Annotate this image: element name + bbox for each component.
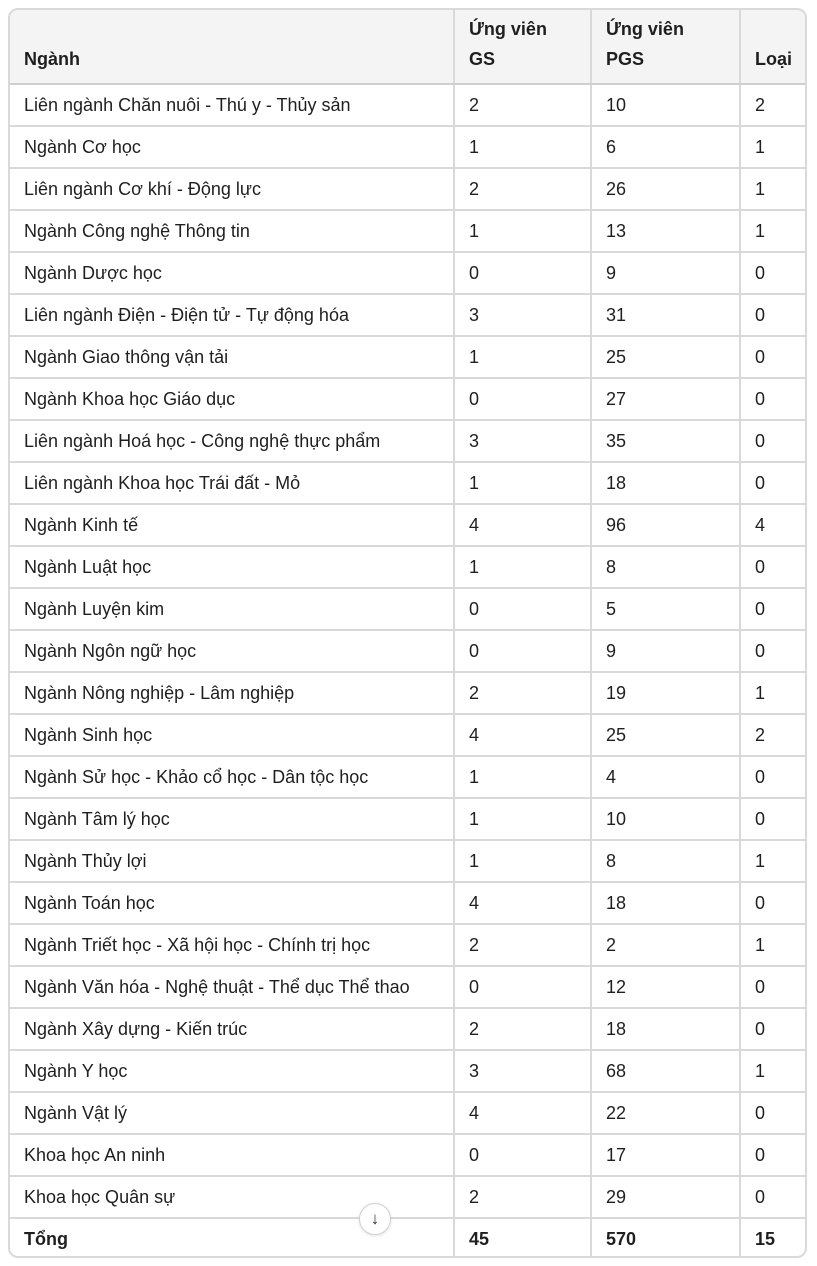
row-pgs: 35 bbox=[591, 420, 740, 462]
total-label: Tổng bbox=[10, 1218, 454, 1258]
table-row bbox=[10, 714, 805, 756]
row-nganh: Liên ngành Cơ khí - Động lực bbox=[10, 168, 454, 210]
row-gs: 2 bbox=[454, 672, 591, 714]
row-nganh: Ngành Luật học bbox=[10, 546, 454, 588]
row-gs: 4 bbox=[454, 504, 591, 546]
row-pgs: 68 bbox=[591, 1050, 740, 1092]
row-nganh: Ngành Văn hóa - Nghệ thuật - Thể dục Thể thao bbox=[10, 966, 454, 1008]
row-nganh: Ngành Vật lý bbox=[10, 1092, 454, 1134]
table-header-row bbox=[10, 10, 805, 84]
row-gs: 3 bbox=[454, 1050, 591, 1092]
table-row bbox=[10, 462, 805, 504]
header-nganh: Ngành bbox=[10, 10, 454, 84]
header-ung-vien-gs: Ứng viên GS bbox=[454, 10, 591, 84]
row-loai: 0 bbox=[740, 378, 805, 420]
row-nganh: Ngành Toán học bbox=[10, 882, 454, 924]
row-loai: 2 bbox=[740, 714, 805, 756]
row-loai: 0 bbox=[740, 1176, 805, 1218]
header-loai: Loại bbox=[740, 10, 805, 84]
row-nganh: Ngành Khoa học Giáo dục bbox=[10, 378, 454, 420]
row-gs: 1 bbox=[454, 210, 591, 252]
table-row bbox=[10, 924, 805, 966]
row-pgs: 25 bbox=[591, 336, 740, 378]
row-gs: 4 bbox=[454, 714, 591, 756]
row-pgs: 13 bbox=[591, 210, 740, 252]
table-row bbox=[10, 1092, 805, 1134]
row-loai: 0 bbox=[740, 420, 805, 462]
row-nganh: Ngành Sử học - Khảo cổ học - Dân tộc học bbox=[10, 756, 454, 798]
row-nganh: Ngành Dược học bbox=[10, 252, 454, 294]
total-loai: 15 bbox=[755, 1229, 776, 1249]
row-pgs: 12 bbox=[591, 966, 740, 1008]
row-nganh: Liên ngành Khoa học Trái đất - Mỏ bbox=[10, 462, 454, 504]
total-pgs: 570 bbox=[591, 1218, 740, 1258]
row-gs: 0 bbox=[454, 378, 591, 420]
row-pgs: 8 bbox=[591, 840, 740, 882]
row-gs: 0 bbox=[454, 252, 591, 294]
row-nganh: Ngành Xây dựng - Kiến trúc bbox=[10, 1008, 454, 1050]
row-gs: 3 bbox=[454, 294, 591, 336]
row-nganh: Ngành Ngôn ngữ học bbox=[10, 630, 454, 672]
row-pgs: 17 bbox=[591, 1134, 740, 1176]
row-pgs: 10 bbox=[591, 798, 740, 840]
row-gs: 4 bbox=[454, 1092, 591, 1134]
row-loai: 4 bbox=[740, 504, 805, 546]
row-pgs: 9 bbox=[591, 630, 740, 672]
row-loai: 1 bbox=[740, 126, 805, 168]
table-row bbox=[10, 420, 805, 462]
table-row bbox=[10, 252, 805, 294]
row-gs: 3 bbox=[454, 420, 591, 462]
row-pgs: 25 bbox=[591, 714, 740, 756]
table-row bbox=[10, 378, 805, 420]
row-gs: 0 bbox=[454, 588, 591, 630]
row-loai: 0 bbox=[740, 1134, 805, 1176]
table-row bbox=[10, 672, 805, 714]
table-row-total bbox=[10, 1218, 805, 1258]
table-row bbox=[10, 1008, 805, 1050]
row-nganh: Ngành Cơ học bbox=[10, 126, 454, 168]
row-gs: 1 bbox=[454, 756, 591, 798]
row-pgs: 31 bbox=[591, 294, 740, 336]
scroll-down-button[interactable] bbox=[359, 1203, 391, 1235]
row-nganh: Ngành Luyện kim bbox=[10, 588, 454, 630]
row-gs: 1 bbox=[454, 840, 591, 882]
row-pgs: 6 bbox=[591, 126, 740, 168]
table-row bbox=[10, 126, 805, 168]
row-gs: 2 bbox=[454, 1008, 591, 1050]
table-row bbox=[10, 840, 805, 882]
row-loai: 0 bbox=[740, 294, 805, 336]
table-row bbox=[10, 882, 805, 924]
row-gs: 2 bbox=[454, 924, 591, 966]
row-gs: 1 bbox=[454, 336, 591, 378]
row-loai: 0 bbox=[740, 252, 805, 294]
table-row bbox=[10, 756, 805, 798]
row-gs: 2 bbox=[454, 84, 591, 126]
row-loai: 0 bbox=[740, 966, 805, 1008]
row-loai: 0 bbox=[740, 462, 805, 504]
row-loai: 0 bbox=[740, 882, 805, 924]
row-gs: 2 bbox=[454, 168, 591, 210]
row-loai: 0 bbox=[740, 546, 805, 588]
table-row bbox=[10, 546, 805, 588]
row-nganh: Liên ngành Hoá học - Công nghệ thực phẩm bbox=[10, 420, 454, 462]
row-pgs: 18 bbox=[591, 1008, 740, 1050]
row-nganh: Ngành Tâm lý học bbox=[10, 798, 454, 840]
table-row bbox=[10, 168, 805, 210]
table-row bbox=[10, 1050, 805, 1092]
row-loai: 0 bbox=[740, 756, 805, 798]
table-row bbox=[10, 210, 805, 252]
row-gs: 1 bbox=[454, 462, 591, 504]
candidates-table bbox=[10, 10, 805, 1258]
row-pgs: 10 bbox=[591, 84, 740, 126]
row-nganh: Ngành Triết học - Xã hội học - Chính trị học bbox=[10, 924, 454, 966]
row-gs: 1 bbox=[454, 546, 591, 588]
row-loai: 0 bbox=[740, 588, 805, 630]
row-pgs: 4 bbox=[591, 756, 740, 798]
row-nganh: Ngành Thủy lợi bbox=[10, 840, 454, 882]
row-nganh: Ngành Nông nghiệp - Lâm nghiệp bbox=[10, 672, 454, 714]
row-nganh: Ngành Công nghệ Thông tin bbox=[10, 210, 454, 252]
row-nganh: Ngành Y học bbox=[10, 1050, 454, 1092]
row-pgs: 22 bbox=[591, 1092, 740, 1134]
row-gs: 4 bbox=[454, 882, 591, 924]
total-gs: 45 bbox=[454, 1218, 591, 1258]
row-gs: 2 bbox=[454, 1176, 591, 1218]
table-row bbox=[10, 966, 805, 1008]
row-pgs: 8 bbox=[591, 546, 740, 588]
row-loai: 1 bbox=[740, 1050, 805, 1092]
data-table-container bbox=[8, 8, 807, 1258]
row-loai: 1 bbox=[740, 672, 805, 714]
header-ung-vien-pgs: Ứng viên PGS bbox=[591, 10, 740, 84]
table-row bbox=[10, 84, 805, 126]
row-gs: 1 bbox=[454, 798, 591, 840]
row-nganh: Liên ngành Chăn nuôi - Thú y - Thủy sản bbox=[10, 84, 454, 126]
row-pgs: 19 bbox=[591, 672, 740, 714]
row-loai: 0 bbox=[740, 1008, 805, 1050]
row-loai: 1 bbox=[740, 168, 805, 210]
table-row bbox=[10, 630, 805, 672]
row-nganh: Liên ngành Điện - Điện tử - Tự động hóa bbox=[10, 294, 454, 336]
row-loai: 0 bbox=[740, 630, 805, 672]
table-row bbox=[10, 504, 805, 546]
table-row bbox=[10, 294, 805, 336]
row-loai: 0 bbox=[740, 336, 805, 378]
row-pgs: 27 bbox=[591, 378, 740, 420]
row-loai: 1 bbox=[740, 840, 805, 882]
row-nganh: Ngành Kinh tế bbox=[10, 504, 454, 546]
row-pgs: 5 bbox=[591, 588, 740, 630]
row-pgs: 26 bbox=[591, 168, 740, 210]
row-loai: 2 bbox=[740, 84, 805, 126]
row-pgs: 96 bbox=[591, 504, 740, 546]
arrow-down-icon: ↓ bbox=[370, 1209, 380, 1228]
row-nganh: Ngành Giao thông vận tải bbox=[10, 336, 454, 378]
table-row bbox=[10, 1134, 805, 1176]
row-pgs: 29 bbox=[591, 1176, 740, 1218]
row-loai: 0 bbox=[740, 1092, 805, 1134]
row-nganh: Khoa học An ninh bbox=[10, 1134, 454, 1176]
row-loai: 1 bbox=[740, 210, 805, 252]
row-gs: 1 bbox=[454, 126, 591, 168]
row-loai: 1 bbox=[740, 924, 805, 966]
row-loai: 0 bbox=[740, 798, 805, 840]
row-pgs: 2 bbox=[591, 924, 740, 966]
row-nganh: Khoa học Quân sự bbox=[10, 1176, 454, 1218]
table-row bbox=[10, 588, 805, 630]
row-pgs: 18 bbox=[591, 882, 740, 924]
table-row bbox=[10, 336, 805, 378]
row-pgs: 18 bbox=[591, 462, 740, 504]
table-row bbox=[10, 798, 805, 840]
row-gs: 0 bbox=[454, 1134, 591, 1176]
row-gs: 0 bbox=[454, 966, 591, 1008]
row-gs: 0 bbox=[454, 630, 591, 672]
row-nganh: Ngành Sinh học bbox=[10, 714, 454, 756]
row-pgs: 9 bbox=[591, 252, 740, 294]
table-row bbox=[10, 1176, 805, 1218]
